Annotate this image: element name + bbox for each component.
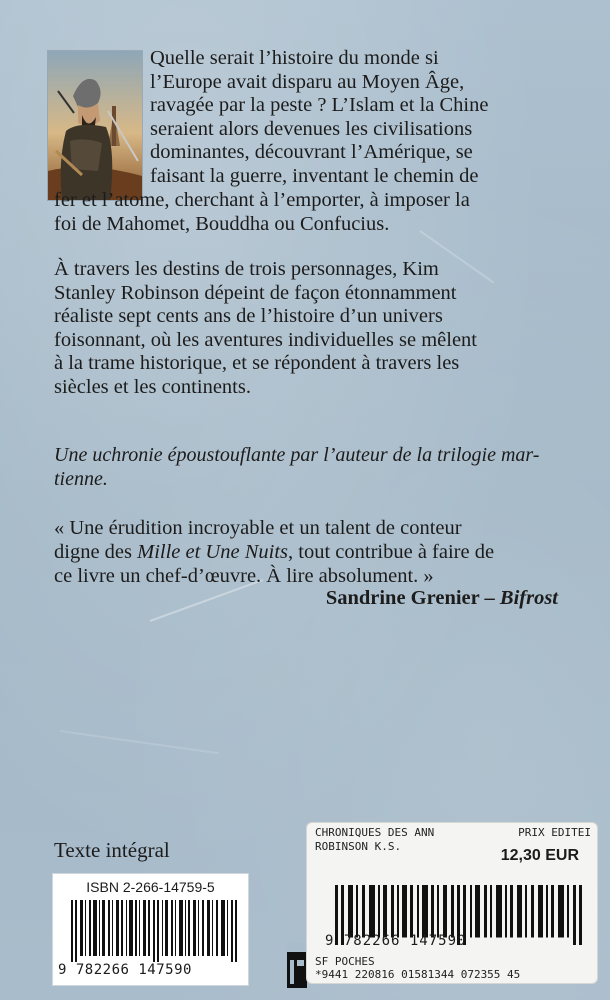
sticker-codes: *9441 220816 01581344 072355 45 bbox=[315, 968, 521, 981]
summary-paragraph-continued bbox=[54, 189, 560, 236]
summary-paragraph-intro bbox=[150, 47, 560, 189]
tagline bbox=[54, 444, 560, 491]
sticker-digits: 9 782266 147590 bbox=[325, 933, 467, 949]
text-line: seraient alors devenues les civilisations bbox=[150, 117, 473, 140]
review-quote bbox=[54, 516, 560, 588]
quote-text: , tout contribue à faire de bbox=[288, 541, 495, 563]
reviewer-name: Sandrine Grenier – bbox=[325, 587, 500, 609]
cover-illustration bbox=[47, 50, 143, 201]
text-line: à la trame historique, et se répondent à travers les bbox=[54, 352, 460, 375]
text-line: Quelle serait l’histoire du monde si bbox=[150, 47, 439, 69]
sticker-prix-label: PRIX EDITEI bbox=[518, 826, 591, 839]
quote-book-title: Mille et Une Nuits bbox=[137, 541, 289, 563]
text-line: l’Europe avait disparu au Moyen Âge, bbox=[150, 70, 465, 93]
edition-note: Texte intégral bbox=[54, 838, 170, 862]
text-line: faisant la guerre, inventant le chemin de bbox=[150, 164, 479, 187]
text-line: « Une érudition incroyable et un talent de conteur bbox=[54, 517, 462, 539]
barcode-icon bbox=[71, 900, 239, 962]
review-source: Bifrost bbox=[499, 587, 558, 609]
text-line: tienne. bbox=[54, 467, 108, 490]
price-sticker bbox=[306, 822, 598, 984]
text-line: ce livre un chef-d’œuvre. À lire absolument. » bbox=[54, 565, 434, 587]
sticker-price: 12,30 EUR bbox=[500, 847, 579, 864]
text-line: ravagée par la peste ? L’Islam et la Chine bbox=[150, 94, 489, 117]
text-line: Stanley Robinson dépeint de façon étonnamment bbox=[54, 281, 457, 304]
sticker-title: CHRONIQUES DES ANN bbox=[315, 826, 435, 839]
quote-text: digne des bbox=[54, 541, 138, 563]
text-line: siècles et les continents. bbox=[54, 375, 251, 398]
summary-paragraph-characters bbox=[54, 258, 560, 400]
text-line: Une uchronie époustouflante par l’auteur de la trilogie mar- bbox=[54, 444, 540, 466]
isbn-label: ISBN 2-266-14759-5 bbox=[86, 879, 215, 895]
text-line: foisonnant, où les aventures individuelles se mêlent bbox=[54, 328, 478, 351]
text-line: dominantes, découvrant l’Amérique, se bbox=[150, 141, 473, 164]
publisher-logo-icon bbox=[287, 942, 307, 988]
text-line bbox=[54, 540, 560, 564]
quote-attribution bbox=[326, 587, 558, 610]
isbn-digits: 9 782266 147590 bbox=[58, 962, 192, 978]
text-line: foi de Mahomet, Bouddha ou Confucius. bbox=[54, 212, 390, 235]
text-line: fer et l’atome, cherchant à l’emporter, à imposer la bbox=[54, 189, 470, 211]
text-line: réaliste sept cents ans de l’histoire d’un univers bbox=[54, 305, 443, 328]
sticker-category: SF POCHES bbox=[315, 955, 375, 968]
cover-crease bbox=[60, 730, 219, 754]
isbn-barcode bbox=[52, 873, 249, 986]
sticker-author: ROBINSON K.S. bbox=[315, 840, 402, 853]
text-line: À travers les destins de trois personnages, Kim bbox=[54, 258, 439, 280]
